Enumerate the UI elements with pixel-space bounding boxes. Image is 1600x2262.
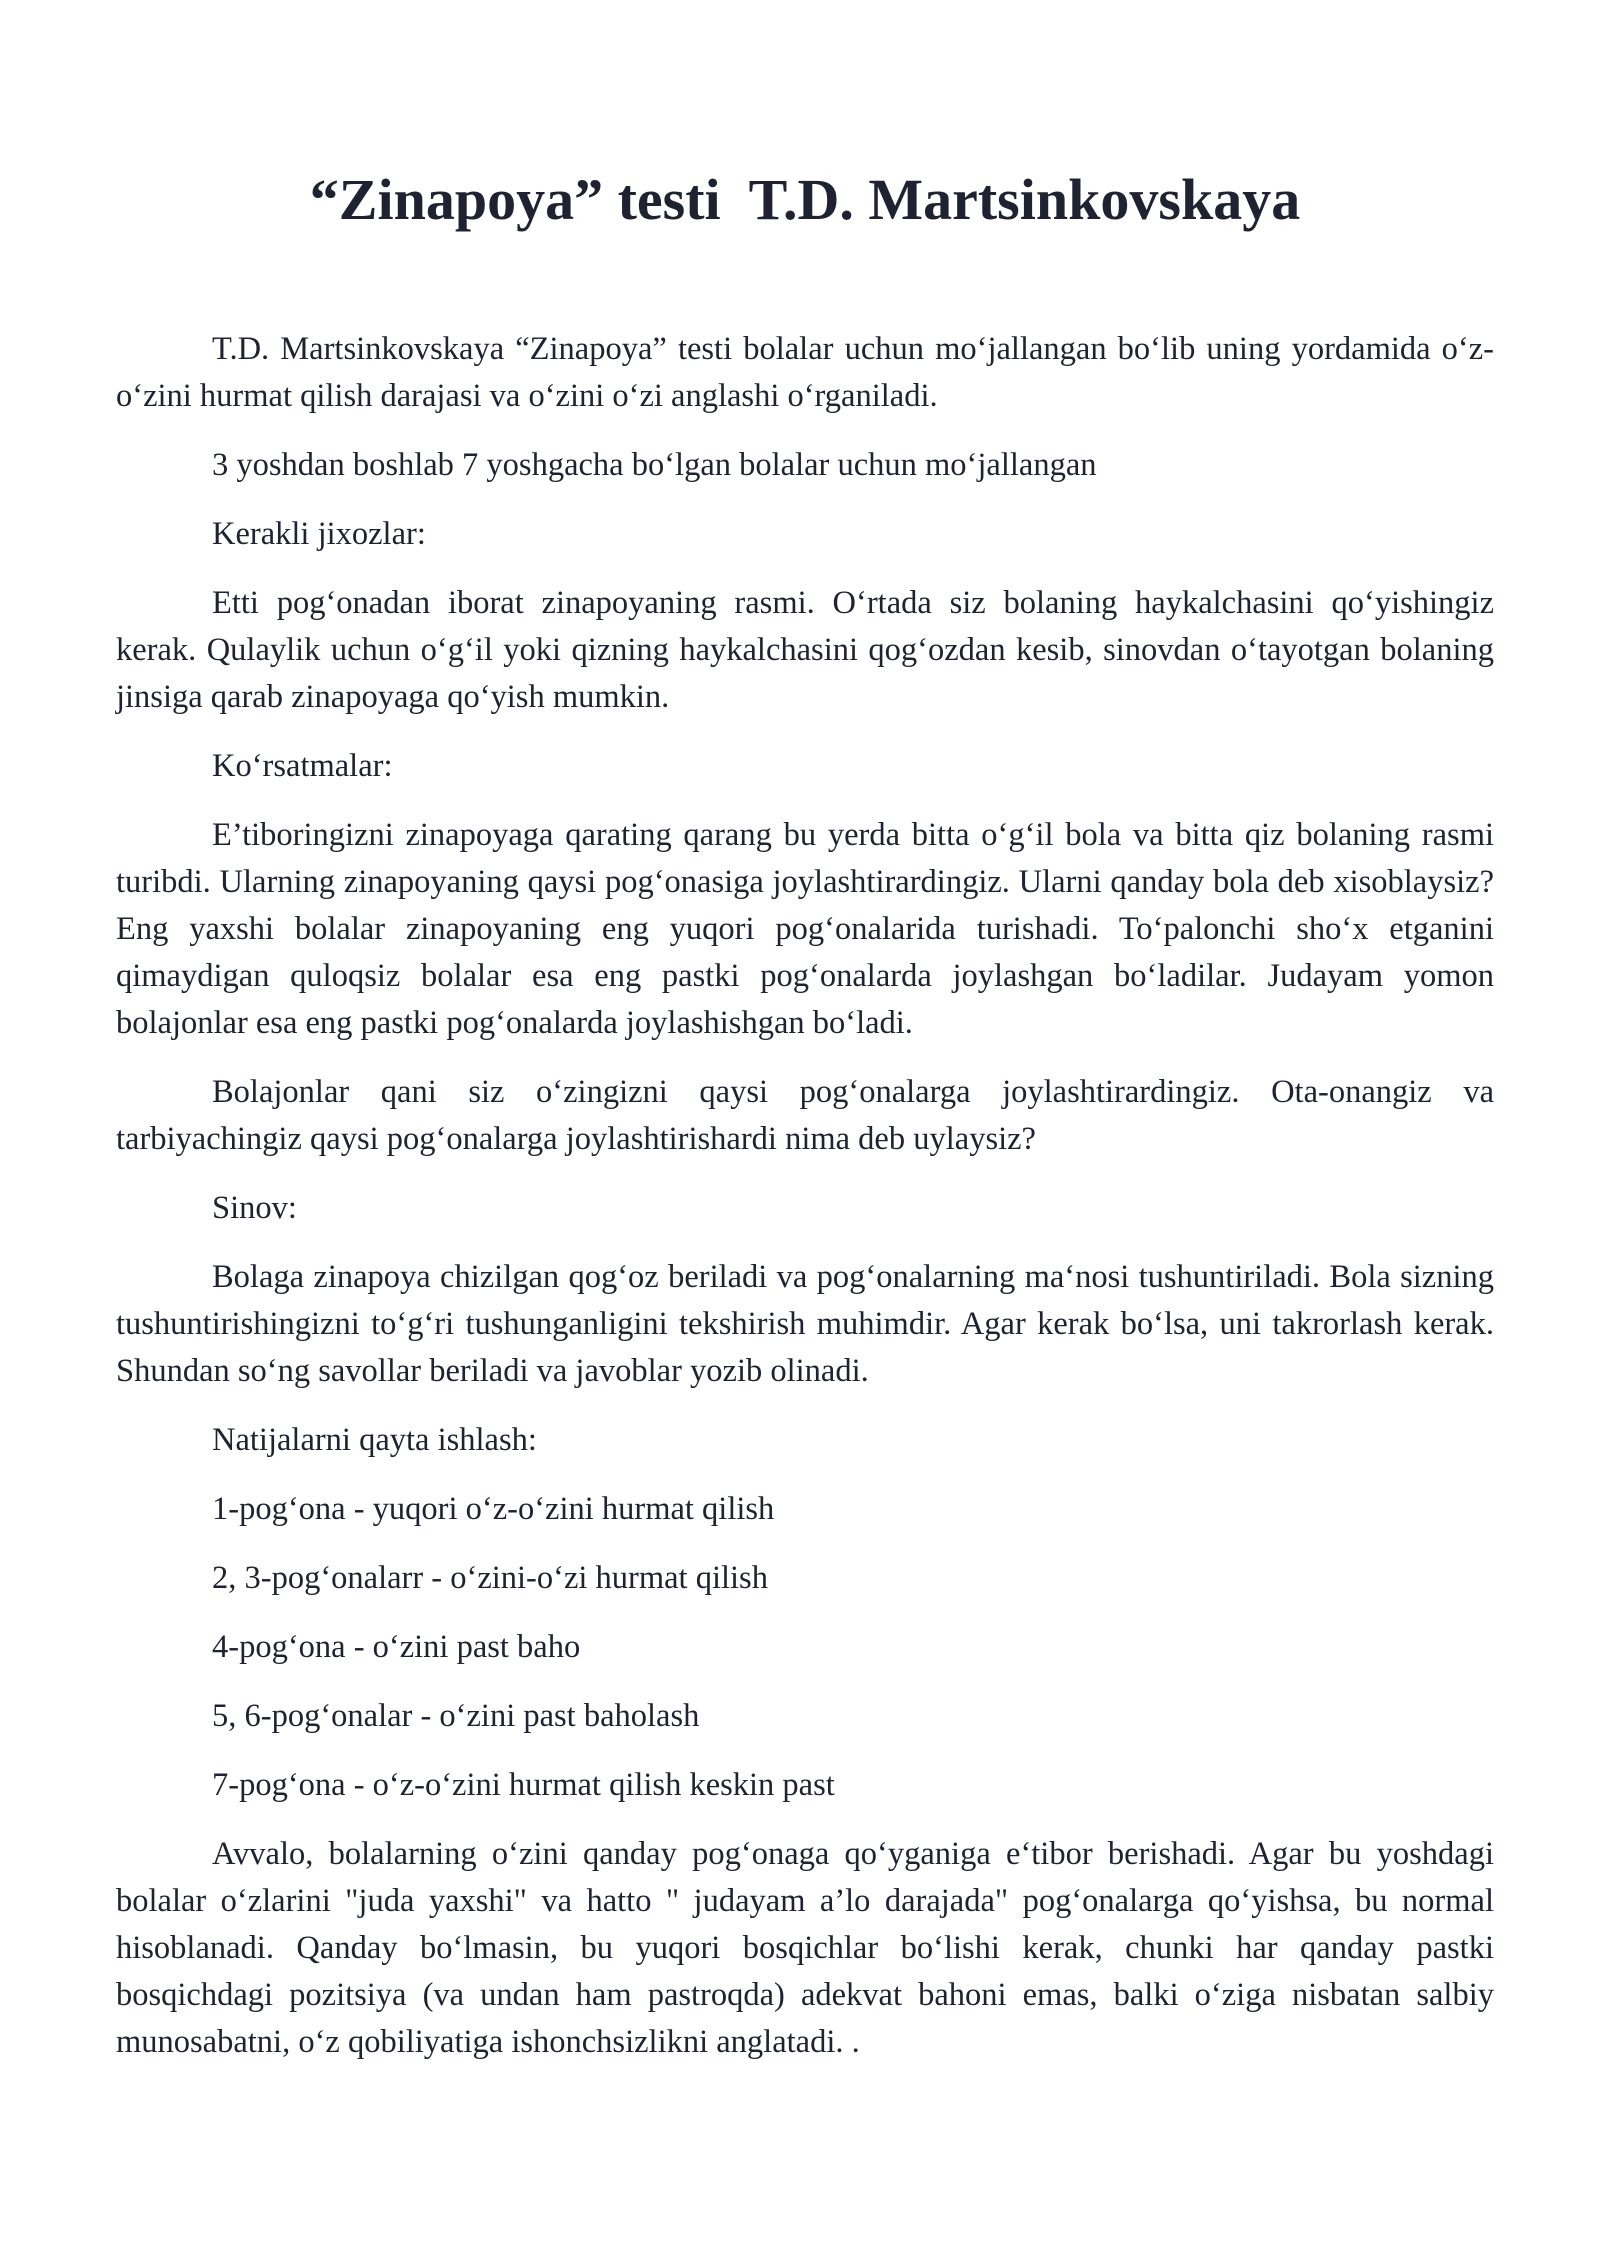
conclusion-paragraph: Avvalo, bolalarning oʻzini qanday pogʻonaga qoʻyganiga eʻtibor berishadi. Agar bu yoshdagi bolalar oʻzlarini "juda yaxshi" va hatto " judayam a’lo darajada" pogʻonalarga qoʻyishsa, bu normal hisoblanadi. Qanday boʻlmasin, bu yuqori bosqichlar boʻlishi kerak, chunki har qanday pastki bosqichdagi pozitsiya (va undan ham pastroqda) adekvat bahoni emas, balki oʻziga nisbatan salbiy munosabatni, oʻz qobiliyatiga ishonchsizlikni anglatadi. . — [116, 1836, 1494, 2060]
document-body — [116, 326, 1494, 2088]
intro-paragraph: T.D. Martsinkovskaya “Zinapoya” testi bolalar uchun moʻjallangan boʻlib uning yordamida oʻz-oʻzini hurmat qilish darajasi va oʻzini oʻzi anglashi oʻrganiladi. — [116, 331, 1494, 414]
results-item: 5, 6-pogʻonalar - oʻzini past baholash — [212, 1698, 700, 1734]
equipment-heading: Kerakli jixozlar: — [212, 516, 426, 552]
instructions-paragraph: E’tiboringizni zinapoyaga qarating qarang bu yerda bitta oʻgʻil bola va bitta qiz bolaning rasmi turibdi. Ularning zinapoyaning qaysi pogʻonasiga joylashtirardingiz. Ularni qanday bola deb xisoblaysiz? Eng yaxshi bolalar zinapoyaning eng yuqori pogʻonalarida turishadi. Toʻpalonchi shoʻx etganini qimaydigan quloqsiz bolalar esa eng pastki pogʻonalarda joylashgan boʻladilar. Judayam yomon bolajonlar esa eng pastki pogʻonalarda joylashishgan boʻladi. — [116, 817, 1494, 1041]
test-heading: Sinov: — [212, 1190, 297, 1226]
test-paragraph: Bolaga zinapoya chizilgan qogʻoz beriladi va pogʻonalarning maʻnosi tushuntiriladi. Bola sizning tushuntirishingizni toʻgʻri tushunganligini tekshirish muhimdir. Agar kerak boʻlsa, uni takrorlash kerak. Shundan soʻng savollar beriladi va javoblar yozib olinadi. — [116, 1259, 1494, 1389]
age-paragraph: 3 yoshdan boshlab 7 yoshgacha boʻlgan bolalar uchun moʻjallangan — [212, 447, 1097, 483]
instructions-heading: Koʻrsatmalar: — [212, 748, 393, 784]
results-heading: Natijalarni qayta ishlash: — [212, 1422, 537, 1458]
results-item: 4-pogʻona - oʻzini past baho — [212, 1629, 581, 1665]
equipment-paragraph: Etti pogʻonadan iborat zinapoyaning rasmi. Oʻrtada siz bolaning haykalchasini qoʻyishingiz kerak. Qulaylik uchun oʻgʻil yoki qizning haykalchasini qogʻozdan kesib, sinovdan oʻtayotgan bolaning jinsiga qarab zinapoyaga qoʻyish mumkin. — [116, 585, 1494, 715]
results-item: 1-pogʻona - yuqori oʻz-oʻzini hurmat qilish — [212, 1491, 775, 1527]
question-paragraph: Bolajonlar qani siz oʻzingizni qaysi pogʻonalarga joylashtirardingiz. Ota-onangiz va tarbiyachingiz qaysi pogʻonalarga joylashtirishardi nima deb uylaysiz? — [116, 1074, 1494, 1157]
document-title: “Zinapoya” testi T.D. Martsinkovskaya — [309, 167, 1301, 232]
results-item: 2, 3-pogʻonalarr - oʻzini-oʻzi hurmat qilish — [212, 1560, 768, 1596]
results-item: 7-pogʻona - oʻz-oʻzini hurmat qilish keskin past — [212, 1767, 835, 1803]
